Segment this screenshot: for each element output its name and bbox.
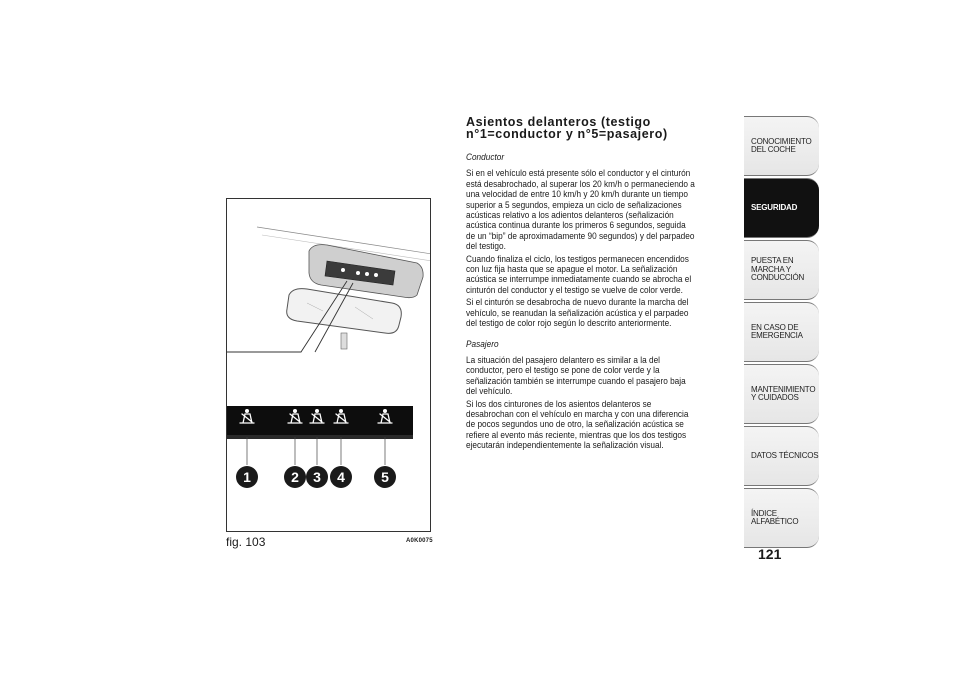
passenger-paragraph: Si los dos cinturones de los asientos delanteros se desabrochan con el vehículo en marcha y con una diferencia de pocos segundos uno de otro, la señalización acústica se refiere al evento más reciente, mientras que los dos testigos ejecutarán independientemente la señalización visual.	[466, 398, 689, 452]
driver-subheading: Conductor	[466, 152, 505, 163]
tab-indice-alfabetico[interactable]: ÍNDICE ALFABÉTICO	[744, 488, 819, 548]
tab-datos-tecnicos[interactable]: DATOS TÉCNICOS	[744, 426, 819, 486]
driver-paragraph: Si el cinturón se desabrocha de nuevo durante la marcha del vehículo, se reanudan la señalización acústica y el parpadeo del testigo de color rojo según lo descrito anteriormente.	[466, 297, 689, 330]
callout-number: 4	[337, 469, 345, 485]
driver-paragraph: Cuando finaliza el ciclo, los testigos permanecen encendidos con luz fija hasta que se apague el motor. La señalización acústica se interrumpe inmediatamente cuando se abrocha el cinturón del conductor y el testigo se vuelve de color verde.	[466, 253, 692, 296]
rearview-mirror	[287, 289, 402, 334]
section-title-line: Asientos delanteros (testigo	[466, 115, 651, 129]
seatbelt-warning-figure	[226, 198, 431, 532]
seatbelt-mini-icon	[365, 272, 369, 276]
tab-en-caso-de-emergencia[interactable]: EN CASO DE EMERGENCIA	[744, 302, 819, 362]
callout-number: 5	[381, 469, 389, 485]
section-title	[466, 116, 726, 140]
tab-conocimiento-del-coche[interactable]: CONOCIMIENTO DEL COCHE	[744, 116, 819, 176]
callout-number: 3	[313, 469, 321, 485]
figure-code: A0K0075	[406, 538, 433, 544]
callout-number: 2	[291, 469, 299, 485]
seatbelt-mini-icon	[356, 271, 360, 275]
figure-illustration	[227, 199, 431, 532]
tab-puesta-en-marcha[interactable]: PUESTA EN MARCHA Y CONDUCCIÓN	[744, 240, 819, 300]
page-number: 121	[758, 546, 782, 562]
section-body	[466, 153, 696, 454]
figure-caption: fig. 103	[226, 535, 266, 549]
seatbelt-mini-icon	[341, 268, 345, 272]
section-title-line: n°1=conductor y n°5=pasajero)	[466, 127, 668, 141]
chapter-tabs	[744, 116, 819, 550]
tab-mantenimiento[interactable]: MANTENIMIENTO Y CUIDADOS	[744, 364, 819, 424]
tab-seguridad[interactable]: SEGURIDAD	[744, 178, 819, 238]
callout-number: 1	[243, 469, 251, 485]
passenger-paragraph: La situación del pasajero delantero es similar a la del conductor, pero el testigo se pone de color verde y la señalización también se interrumpe cuando el pasajero baja del vehículo.	[466, 354, 686, 398]
mirror-stem	[341, 333, 347, 349]
seatbelt-mini-icon	[374, 273, 378, 277]
passenger-subheading: Pasajero	[466, 338, 499, 350]
driver-paragraph: Si en el vehículo está presente sólo el conductor y el cinturón está desabrochado, al superar los 20 km/h o permaneciendo a una velocidad de entre 10 km/h y 20 km/h durante un tiempo superior a 5 segundos, empieza un ciclo de señalizaciones acústicas relativo a los adientos delanteros (señalización acústica continua durante los primeros 6 segundos, seguida de un “bip” de aproximadamente 90 segundos) y del parpadeo del testigo.	[466, 168, 695, 253]
